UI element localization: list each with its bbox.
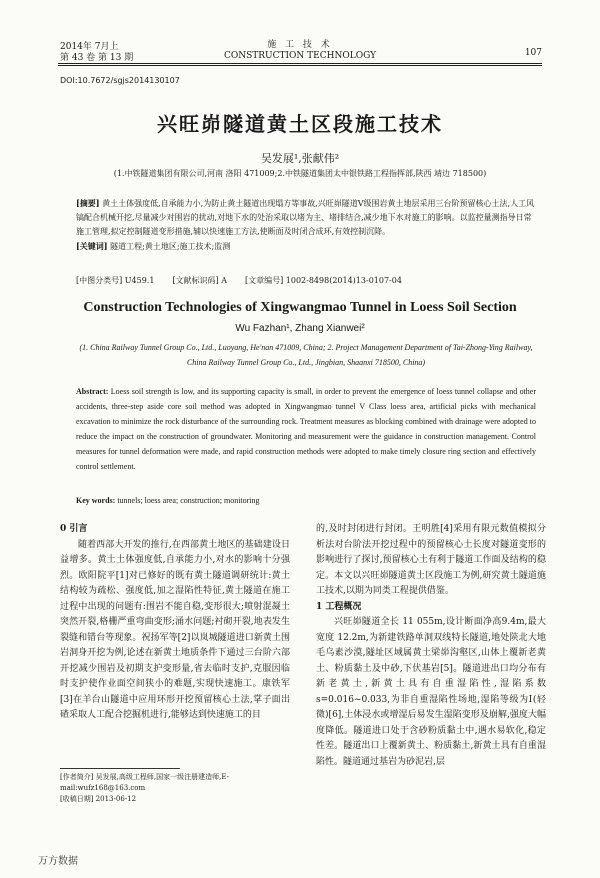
journal-name bbox=[0, 40, 600, 62]
journal-name-cn: 施 工 技 术 bbox=[267, 40, 333, 50]
intro-paragraph-continued: 的,及时封闭进行封闭。王明胜[4]采用有限元数值模拟分析法对台阶法开挖过程中的预留核心土长度对隧道变形的影响进行了探讨,预留核心土有利于隧道工作面及结构的稳定。本文以兴旺峁隧道黄土区段施工为例,研究黄土隧道施工技术,以期为同类工程提供借鉴。 bbox=[316, 524, 546, 596]
section-heading-intro: 0 引言 bbox=[60, 524, 88, 534]
footnote-author: [作者简介] 吴发展,高级工程师,国家一级注册建造师,E-mail:wufz168@163.com bbox=[60, 773, 229, 792]
abstract-cn bbox=[76, 196, 536, 254]
doi: DOI:10.7672/sgjs2014130107 bbox=[60, 76, 180, 85]
section-heading-overview: 1 工程概况 bbox=[316, 601, 362, 612]
journal-name-en: CONSTRUCTION TECHNOLOGY bbox=[223, 51, 377, 61]
abstract-cn-label: [摘要] bbox=[76, 198, 100, 208]
intro-paragraph: 随着西部大开发的推行,在西部黄土地区的基础建设日益增多。黄土土体强度低,自承能力小,对水的影响十分强烈。欧阳院平[1]对已修好的既有黄土隧道调研统计:黄土结构较为疏松、强度低,加之湿陷性特征,黄土隧道在施工过程中出现的问题有:围岩不能自稳,变形很大;喷射混凝土突然开裂,格栅严重弯曲变形;涌水问题;衬砌开裂,地表发生裂缝和错台等现象。祝扬军等[2]以岚城隧道进口新黄土围岩洞身开挖为例,论述在新黄土地质条件下通过三台阶六部开挖减少围岩及初期支护变形量,省去临时支护,克服因临时支护使作业面空间狭小的难题,实现快速施工。康铁军[3]在羊台山隧道中应用环形开挖预留核心土法,掌子面出碴采取人工配合挖掘机进行,能够达到快速施工的目 bbox=[60, 539, 290, 720]
page-number: 107 bbox=[524, 48, 542, 58]
watermark: 万方数据 bbox=[38, 856, 78, 867]
footnote bbox=[60, 772, 290, 805]
abstract-en-label: Abstract: bbox=[76, 387, 109, 396]
document-code: [文献标识码] A bbox=[172, 276, 227, 285]
keywords-en-label: Key words: bbox=[76, 496, 116, 505]
header-rule-thin bbox=[58, 65, 542, 66]
header-rule bbox=[58, 63, 542, 64]
affiliation-cn: (1.中铁隧道集团有限公司,河南 洛阳 471009;2.中铁隧道集团太中银铁路工程指挥部,陕西 靖边 718500) bbox=[113, 169, 487, 178]
keywords-cn-label: [关键词] bbox=[76, 241, 108, 251]
keywords-cn bbox=[76, 239, 536, 254]
keywords-cn-text: 隧道工程;黄土地区;施工技术;监测 bbox=[110, 242, 231, 251]
footnote-rule bbox=[60, 768, 180, 769]
volume-issue: 第 43 卷 第 13 期 bbox=[60, 53, 134, 63]
classification-row bbox=[76, 275, 536, 286]
clc-number: [中图分类号] U459.1 bbox=[76, 276, 155, 285]
authors-cn: 吴发展¹,张献伟² bbox=[260, 152, 340, 165]
body-right-column bbox=[316, 522, 546, 770]
authors-en: Wu Fazhan¹, Zhang Xianwei² bbox=[235, 323, 365, 334]
title-cn: 兴旺峁隧道黄土区段施工技术 bbox=[157, 112, 443, 136]
footnote-received: [收稿日期] 2013-06-12 bbox=[60, 795, 137, 803]
title-en: Construction Technologies of Xingwangmao Tunnel in Loess Soil Section bbox=[83, 300, 517, 315]
affiliation-en: (1. China Railway Tunnel Group Co., Ltd., Luoyang, He'nan 471009, China; 2. Project Management Department of Tai-Zhong-Ying Railway, China Railway Tunnel Group Co., Ltd., Jingbian, Shaanxi 718500, China) bbox=[79, 343, 533, 367]
abstract-cn-text: 黄土土体强度低,自承能力小,为防止黄土隧道出现塌方等事故,兴旺峁隧道Ⅴ级围岩黄土地层采用三台阶预留核心土法,人工风镐配合机械开挖,尽量减少对围岩的扰动,对地下水的处治采取以堵为主、堵排结合,减少地下水对施工的影响。以监控量测指导日常施工管理,拟定控制隧道变形措施,辅以快速施工方法,使断面及时闭合成环,有效控制沉降。 bbox=[76, 199, 535, 236]
body-left-column bbox=[60, 522, 290, 724]
keywords-en bbox=[76, 496, 536, 505]
abstract-en bbox=[76, 384, 536, 474]
article-number: [文章编号] 1002-8498(2014)13-0107-04 bbox=[245, 276, 402, 285]
keywords-en-text: tunnels; loess area; construction; monitoring bbox=[117, 496, 260, 505]
overview-paragraph: 兴旺峁隧道全长 11 055m,设计断面净高9.4m,最大宽度 12.2m,为新建铁路单洞双线特长隧道,地处陕北大地毛乌素沙漠,隧址区域属黄土梁峁沟壑区,山体上覆新老黄土、粉质黏土及中砂,下伏基岩[5]。隧道进出口均分布有新老黄土,新黄土具有自重湿陷性,湿陷系数 s=0.016~0.033,为非自重湿陷性场地,湿陷等级为Ⅰ(轻微)[6],土体浸水或增湿后易发生湿陷变形及崩解,强度大幅度降低。隧道进口处于含砂粉质黏土中,遇水易软化,稳定性差。隧道出口上覆新黄土、粉质黏土,新黄土具有自重湿陷性。隧道通过基岩为砂泥岩,层 bbox=[316, 617, 546, 767]
abstract-en-text: Loess soil strength is low, and its supporting capacity is small, in order to prevent the emergence of loess tunnel collapse and other accidents, three-step aside core soil method was adopted in Xingwangmao tunnel V Class loess area, artificial picks with mechanical excavation to minimize the rock disturbance of the surrounding rock. Treatment measures as blocking combined with drainage were adopted to reduce the impact on the construction of groundwater. Monitoring and measurement were the guidance in construction management. Control measures for tunnel deformation were made, and rapid construction methods were adopted to make timely closure ring section and effectively control settlement. bbox=[76, 387, 537, 471]
issue-date: 2014年 7月上 bbox=[60, 42, 119, 52]
